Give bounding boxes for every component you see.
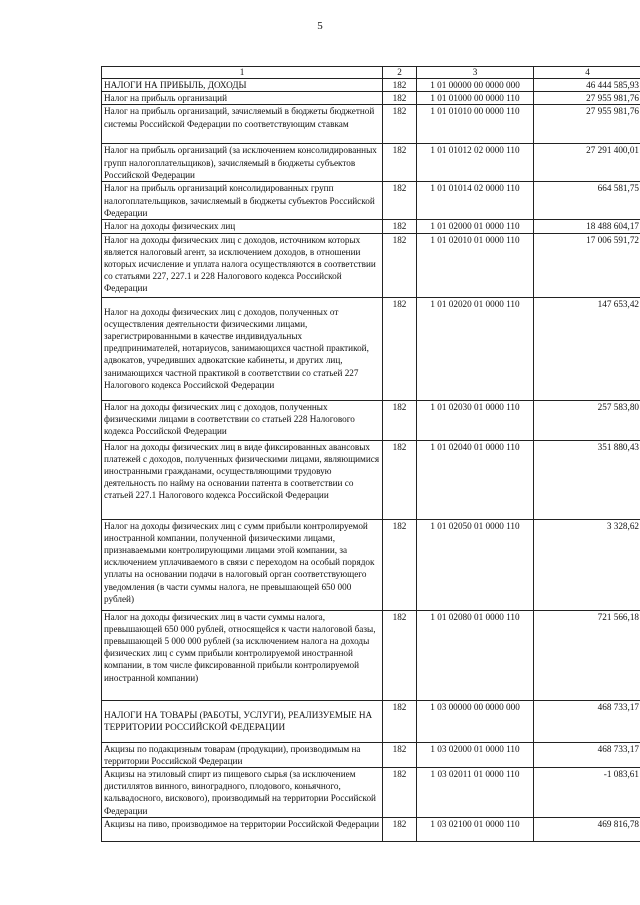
row-admin-code: 182: [383, 818, 417, 842]
table-row: [102, 220, 640, 233]
row-name: Налог на доходы физических лиц: [102, 220, 383, 233]
row-kbk: 1 01 01010 00 0000 110: [417, 105, 534, 144]
page-number: 5: [317, 20, 323, 32]
table-header-row: [102, 67, 640, 79]
row-admin-code: 182: [383, 768, 417, 818]
row-admin-code: 182: [383, 105, 417, 144]
row-kbk: 1 01 01012 02 0000 110: [417, 144, 534, 182]
row-kbk: 1 03 00000 00 0000 000: [417, 700, 534, 742]
row-name: Налог на доходы физических лиц в виде фиксированных авансовых платежей с доходов, полученных физическими лицами, являющимися иностранными гражданами, осуществляющими трудовую деятельность по найму на основании патента в соответствии со статьей 227.1 Налогового кодекса Российской Федерации: [102, 440, 383, 519]
table-row: [102, 182, 640, 220]
row-name: Налог на доходы физических лиц с доходов, полученных физическими лицами в соответствии со статьей 228 Налогового кодекса Российской Федерации: [102, 400, 383, 440]
table-row: [102, 400, 640, 440]
row-admin-code: 182: [383, 144, 417, 182]
row-kbk: 1 01 00000 00 0000 000: [417, 79, 534, 92]
row-admin-code: 182: [383, 440, 417, 519]
row-name: Налог на прибыль организаций: [102, 92, 383, 105]
row-amount: 3 328,62: [534, 519, 640, 610]
header-col-3: 3: [417, 67, 534, 79]
header-col-1: 1: [102, 67, 383, 79]
row-kbk: 1 01 02010 01 0000 110: [417, 233, 534, 297]
row-admin-code: 182: [383, 400, 417, 440]
table-row: [102, 818, 640, 842]
row-admin-code: 182: [383, 182, 417, 220]
row-admin-code: 182: [383, 297, 417, 400]
row-name: НАЛОГИ НА ПРИБЫЛЬ, ДОХОДЫ: [102, 79, 383, 92]
row-kbk: 1 01 02020 01 0000 110: [417, 297, 534, 400]
row-amount: 27 955 981,76: [534, 92, 640, 105]
table-row: [102, 144, 640, 182]
row-kbk: 1 03 02100 01 0000 110: [417, 818, 534, 842]
table-row: [102, 297, 640, 400]
row-admin-code: 182: [383, 519, 417, 610]
row-name: Акцизы по подакцизным товарам (продукции), производимым на территории Российской Федерации: [102, 742, 383, 767]
row-amount: 17 006 591,72: [534, 233, 640, 297]
row-admin-code: 182: [383, 700, 417, 742]
row-name: Налог на доходы физических лиц с доходов, источником которых является налоговый агент, за исключением доходов, в отношении которых исчисление и уплата налога осуществляются в соответствии со статьями 227, 227.1 и 228 Налогового кодекса Российской Федерации: [102, 233, 383, 297]
row-name: Налог на доходы физических лиц с сумм прибыли контролируемой иностранной компании, полученной физическими лицами, признаваемыми контролирующими лицами этой компании, за исключением уплачиваемого в связи с переходом на особый порядок уплаты на основании подачи в налоговый орган соответствующего уведомления (в части суммы налога, не превышающей 650 000 рублей): [102, 519, 383, 610]
row-kbk: 1 01 02050 01 0000 110: [417, 519, 534, 610]
table-row: [102, 700, 640, 742]
row-name: НАЛОГИ НА ТОВАРЫ (РАБОТЫ, УСЛУГИ), РЕАЛИЗУЕМЫЕ НА ТЕРРИТОРИИ РОССИЙСКОЙ ФЕДЕРАЦИИ: [102, 700, 383, 742]
row-kbk: 1 03 02000 01 0000 110: [417, 742, 534, 767]
row-kbk: 1 01 02030 01 0000 110: [417, 400, 534, 440]
table-row: [102, 742, 640, 767]
row-name: Налог на доходы физических лиц с доходов, полученных от осуществления деятельности физическими лицами, зарегистрированными в качестве индивидуальных предпринимателей, нотариусов, занимающихся частной практикой, адвокатов, учредивших адвокатские кабинеты, и других лиц, занимающихся частной практикой в соответствии со статьей 227 Налогового кодекса Российской Федерации: [102, 297, 383, 400]
row-amount: 664 581,75: [534, 182, 640, 220]
row-amount: 27 291 400,01: [534, 144, 640, 182]
row-amount: 468 733,17: [534, 700, 640, 742]
table-row: [102, 440, 640, 519]
row-kbk: 1 01 01014 02 0000 110: [417, 182, 534, 220]
row-name: Налог на доходы физических лиц в части суммы налога, превышающей 650 000 рублей, относящейся к части налоговой базы, превышающей 5 000 000 рублей (за исключением налога на доходы физических лиц с сумм прибыли контролируемой иностранной компании, в том числе фиксированной прибыли контролируемой иностранной компании): [102, 610, 383, 700]
row-amount: 468 733,17: [534, 742, 640, 767]
row-admin-code: 182: [383, 220, 417, 233]
row-amount: 721 566,18: [534, 610, 640, 700]
row-name: Налог на прибыль организаций консолидированных групп налогоплательщиков, зачисляемый в бюджеты субъектов Российской Федерации: [102, 182, 383, 220]
row-admin-code: 182: [383, 742, 417, 767]
row-name: Налог на прибыль организаций (за исключением консолидированных групп налогоплательщиков), зачисляемый в бюджеты субъектов Российской Федерации: [102, 144, 383, 182]
header-col-4: 4: [534, 67, 640, 79]
revenue-table: [101, 66, 640, 842]
row-amount: 46 444 585,93: [534, 79, 640, 92]
row-amount: 18 488 604,17: [534, 220, 640, 233]
row-amount: 257 583,80: [534, 400, 640, 440]
table-row: [102, 233, 640, 297]
row-name: Акцизы на этиловый спирт из пищевого сырья (за исключением дистиллятов винного, виноградного, плодового, коньячного, кальвадосного, вискового), производимый на территории Российской Федерации: [102, 768, 383, 818]
row-amount: -1 083,61: [534, 768, 640, 818]
row-admin-code: 182: [383, 233, 417, 297]
row-kbk: 1 01 02040 01 0000 110: [417, 440, 534, 519]
row-amount: 27 955 981,76: [534, 105, 640, 144]
row-name: Налог на прибыль организаций, зачисляемый в бюджеты бюджетной системы Российской Федерации по соответствующим ставкам: [102, 105, 383, 144]
table-row: [102, 768, 640, 818]
row-admin-code: 182: [383, 610, 417, 700]
row-amount: 147 653,42: [534, 297, 640, 400]
table-row: [102, 79, 640, 92]
table-row: [102, 519, 640, 610]
table-row: [102, 105, 640, 144]
row-kbk: 1 01 02000 01 0000 110: [417, 220, 534, 233]
row-kbk: 1 01 01000 00 0000 110: [417, 92, 534, 105]
row-admin-code: 182: [383, 92, 417, 105]
row-amount: 351 880,43: [534, 440, 640, 519]
table-row: [102, 92, 640, 105]
table-row: [102, 610, 640, 700]
row-amount: 469 816,78: [534, 818, 640, 842]
header-col-2: 2: [383, 67, 417, 79]
row-name: Акцизы на пиво, производимое на территории Российской Федерации: [102, 818, 383, 842]
row-kbk: 1 01 02080 01 0000 110: [417, 610, 534, 700]
row-kbk: 1 03 02011 01 0000 110: [417, 768, 534, 818]
row-admin-code: 182: [383, 79, 417, 92]
